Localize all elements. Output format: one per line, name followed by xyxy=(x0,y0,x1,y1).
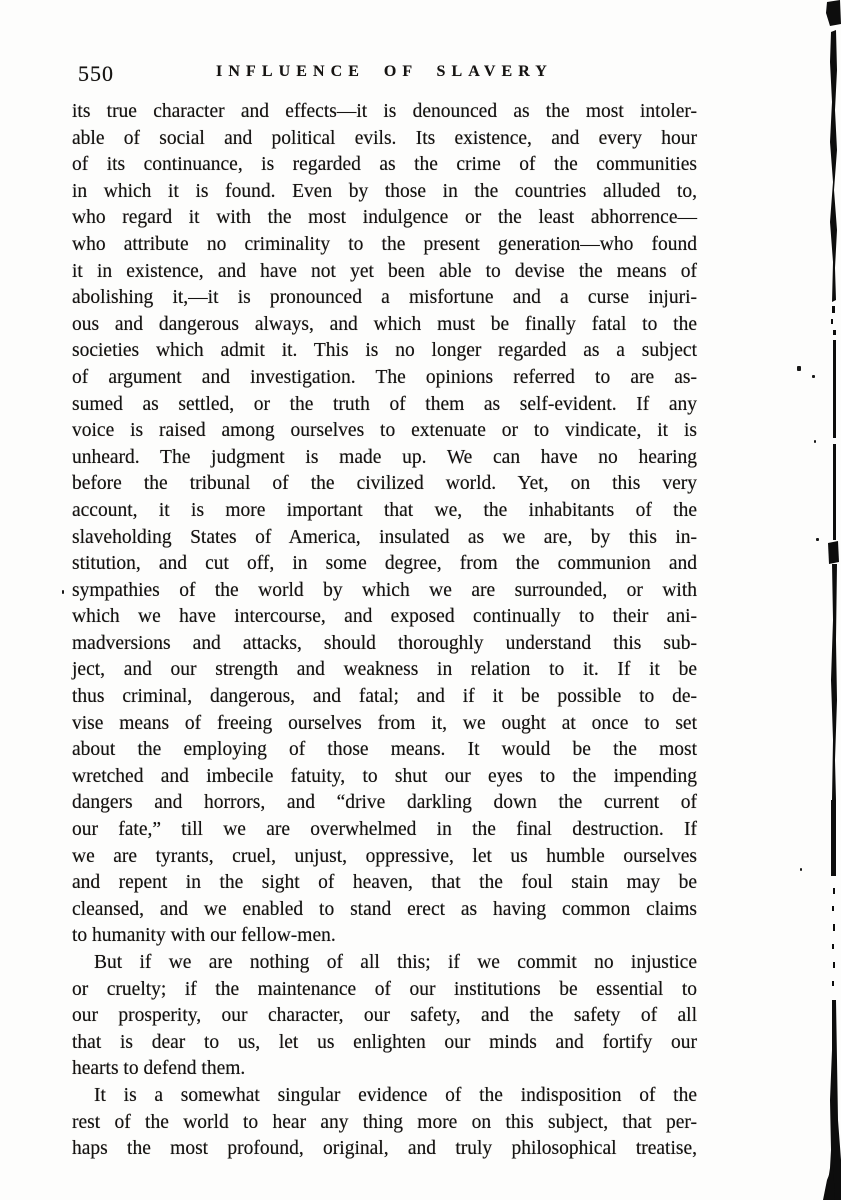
text-line: our prosperity, our character, our safety, and the safety of all xyxy=(72,1005,697,1027)
text-line: ject, and our strength and weakness in relation to it. If it be xyxy=(72,659,697,681)
text-line: about the employing of those means. It would be the most xyxy=(72,739,697,761)
text-line: of its continuance, is regarded as the crime of the communities xyxy=(72,154,697,176)
text-line: sympathies of the world by which we are surrounded, or with xyxy=(72,579,697,601)
text-line: cleansed, and we enabled to stand erect as having common claims xyxy=(72,898,697,920)
text-line: haps the most profound, original, and truly philosophical treatise, xyxy=(72,1138,697,1160)
text-line: societies which admit it. This is no longer regarded as a subject xyxy=(72,340,697,362)
text-line: madversions and attacks, should thoroughly understand this sub- xyxy=(72,632,697,654)
text-line: who regard it with the most indulgence or the least abhorrence— xyxy=(72,207,697,229)
paragraph xyxy=(72,950,697,1083)
text-line: thus criminal, dangerous, and fatal; and if it be possible to de- xyxy=(72,686,697,708)
text-line: before the tribunal of the civilized world. Yet, on this very xyxy=(72,473,697,495)
text-line: our fate,” till we are overwhelmed in the final destruction. If xyxy=(72,819,697,841)
text-line: It is a somewhat singular evidence of the indisposition of the xyxy=(94,1084,697,1106)
text-line: vise means of freeing ourselves from it, we ought at once to set xyxy=(72,712,697,734)
ink-speck xyxy=(797,366,801,371)
text-line: able of social and political evils. Its existence, and every hour xyxy=(72,127,697,149)
running-header-title: INFLUENCE OF SLAVERY xyxy=(216,63,553,80)
ink-speck xyxy=(62,590,64,594)
text-line: stitution, and cut off, in some degree, from the communion and xyxy=(72,553,697,575)
ink-speck xyxy=(800,868,802,871)
text-line: of argument and investigation. The opinions referred to are as- xyxy=(72,366,697,388)
ink-speck xyxy=(816,538,819,541)
text-line: and repent in the sight of heaven, that the foul stain may be xyxy=(72,872,697,894)
text-line: account, it is more important that we, the inhabitants of the xyxy=(72,499,697,521)
text-line: sumed as settled, or the truth of them as self-evident. If any xyxy=(72,393,697,415)
text-line: unheard. The judgment is made up. We can have no hearing xyxy=(72,446,697,468)
text-line: or cruelty; if the maintenance of our institutions be essential to xyxy=(72,978,697,1000)
text-line: abolishing it,—it is pronounced a misfortune and a curse injuri- xyxy=(72,287,697,309)
ink-speck xyxy=(814,440,816,443)
paragraph xyxy=(72,1083,697,1163)
text-line: we are tyrants, cruel, unjust, oppressive, let us humble ourselves xyxy=(72,845,697,867)
text-line: hearts to defend them. xyxy=(72,1058,246,1080)
text-line: to humanity with our fellow-men. xyxy=(72,925,336,947)
page-number: 550 xyxy=(78,61,114,86)
body-text xyxy=(72,99,697,1163)
text-line: slaveholding States of America, insulated as we are, by this in- xyxy=(72,526,697,548)
text-line: rest of the world to hear any thing more on this subject, that per- xyxy=(72,1111,697,1133)
text-line: who attribute no criminality to the present generation—who found xyxy=(72,233,697,255)
text-line: wretched and imbecile fatuity, to shut our eyes to the impending xyxy=(72,765,697,787)
paragraph xyxy=(72,99,697,950)
text-line: voice is raised among ourselves to extenuate or to vindicate, it is xyxy=(72,420,697,442)
running-header-row xyxy=(72,59,697,89)
text-line: But if we are nothing of all this; if we commit no injustice xyxy=(94,952,697,973)
text-line: dangers and horrors, and “drive darkling down the current of xyxy=(72,792,697,814)
text-line: which we have intercourse, and exposed continually to their ani- xyxy=(72,606,697,628)
text-line: ous and dangerous always, and which must be finally fatal to the xyxy=(72,313,697,335)
text-line: its true character and effects—it is denounced as the most intoler- xyxy=(72,101,697,122)
ink-speck xyxy=(812,375,815,378)
scan-binding-artifact xyxy=(811,0,841,1200)
text-line: in which it is found. Even by those in the countries alluded to, xyxy=(72,180,697,202)
text-line: it in existence, and have not yet been able to devise the means of xyxy=(72,260,697,282)
text-line: that is dear to us, let us enlighten our minds and fortify our xyxy=(72,1031,697,1053)
